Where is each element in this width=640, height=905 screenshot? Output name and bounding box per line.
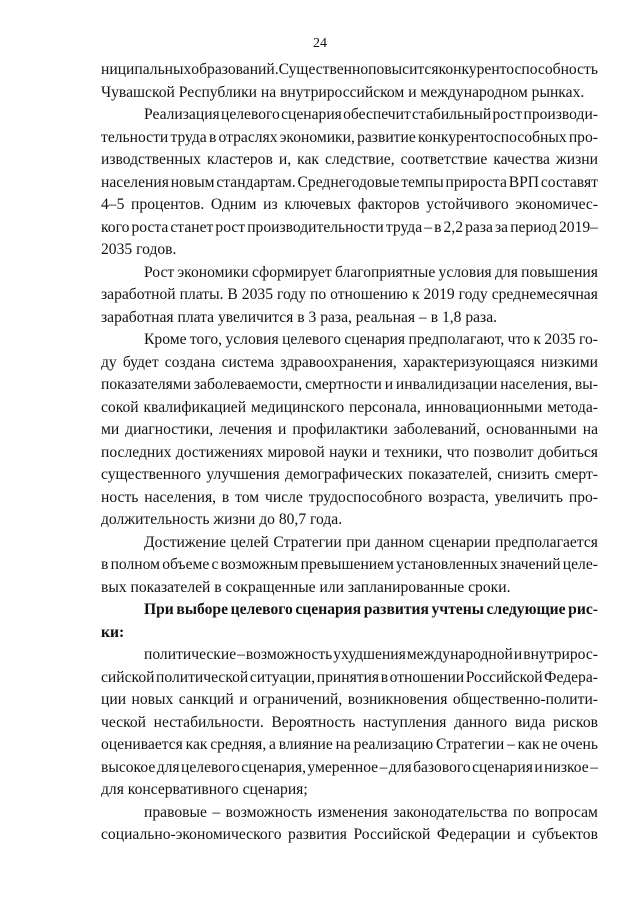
text-line: должительность жизни до 80,7 года. [101,511,343,528]
text-line: сокой квалификацией медицинского персонала, инновационными метода- [101,398,598,416]
text-line: политические – возможность ухудшения международной и внутрирос- [144,646,598,663]
document-body [101,59,598,847]
text-line: в полном объеме с возможным превышением установленных значений целе- [101,556,598,573]
text-line: ду будет создана система здравоохранения, характеризующаяся низкими [101,353,598,371]
text-line: ность населения, в том числе трудоспособного возраста, увеличить про- [101,488,598,506]
paragraph [101,532,598,600]
text-line: показателями заболеваемости, смертности и инвалидизации населения, вы- [101,376,598,393]
text-line: изводственных кластеров и, как следствие, соответствие качества жизни [101,151,598,168]
text-line: ческой нестабильности. Вероятность наступления данного вида рисков [101,713,598,731]
text-line: для консервативного сценария; [101,781,308,798]
text-line: ки: [101,623,125,641]
text-line: ми диагностики, лечения и профилактики заболеваний, основанными на [101,421,598,438]
paragraph [101,599,598,644]
text-line: При выборе целевого сценария развития учтены следующие рис- [144,601,598,618]
text-line: вых показателей в сокращенные или запланированные сроки. [101,578,511,596]
text-line: кого роста станет рост производительности труда – в 2,2 раза за период 2019– [101,218,598,236]
text-line: заработной платы. В 2035 году по отношению к 2019 году среднемесячная [101,286,598,303]
paragraph [101,59,598,104]
text-line: ниципальных образований. Существенно повысится конкурентоспособность [101,61,598,78]
text-line: существенного улучшения демографических показателей, снизить смерт- [101,466,598,483]
text-line: последних достижениях мировой науки и техники, что позволит добиться [101,443,598,461]
paragraph [101,104,598,262]
text-line: Кроме того, условия целевого сценария предполагают, что к 2035 го- [144,331,598,348]
paragraph [101,262,598,330]
paragraph [101,329,598,532]
text-line: тельности труда в отраслях экономики, развитие конкурентоспособных про- [101,128,598,146]
text-line: оценивается как средняя, а влияние на реализацию Стратегии – как не очень [101,736,598,753]
text-line: сийской политической ситуации, принятия в отношении Российской Федера- [101,668,598,686]
text-line: высокое для целевого сценария, умеренное – для базового сценария и низкое – [101,758,598,776]
text-line: 2035 годов. [101,241,177,258]
paragraph [101,644,598,802]
text-line: ции новых санкций и ограничений, возникновения общественно-полити- [101,691,598,708]
text-line: социально-экономического развития Российской Федерации и субъектов [101,826,598,843]
text-line: населения новым стандартам. Среднегодовые темпы прироста ВРП составят [101,173,598,191]
text-line: Реализация целевого сценария обеспечит стабильный рост производи- [144,106,598,123]
text-line: Достижение целей Стратегии при данном сценарии предполагается [144,533,598,551]
text-line: 4–5 процентов. Одним из ключевых факторов устойчивого экономичес- [101,196,598,213]
paragraph [101,802,598,847]
text-line: Рост экономики сформирует благоприятные условия для повышения [144,263,598,281]
page-number: 24 [313,36,327,51]
text-line: заработная плата увеличится в 3 раза, реальная – в 1,8 раза. [101,308,498,326]
text-line: правовые – возможность изменения законодательства по вопросам [144,803,598,821]
text-line: Чувашской Республики на внутрироссийском и международном рынках. [101,83,585,101]
